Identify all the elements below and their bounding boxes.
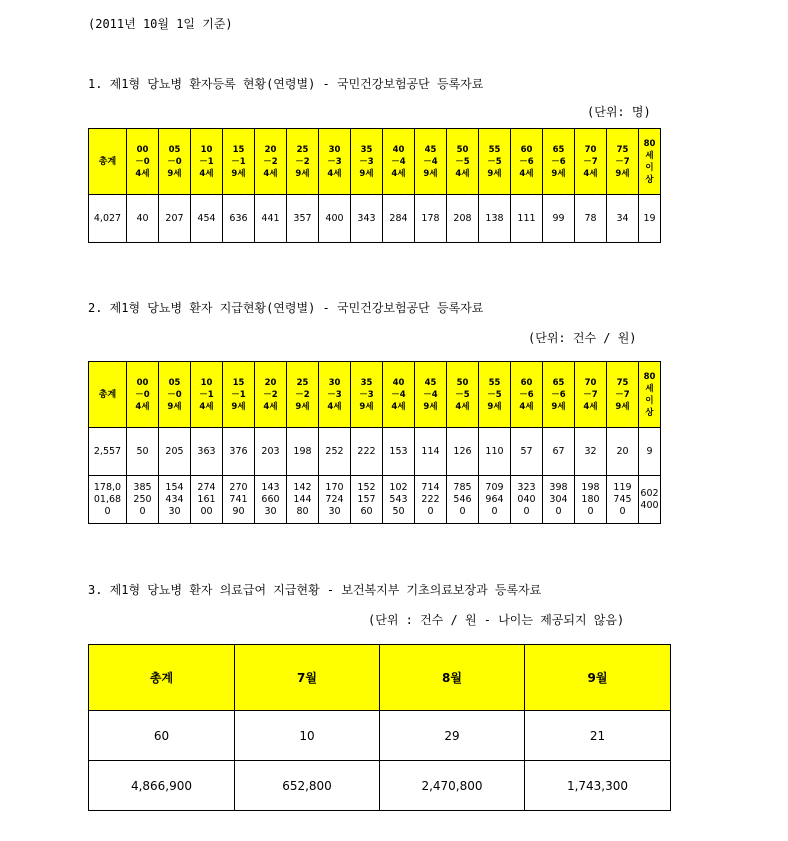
age-header-line: 60	[520, 377, 533, 388]
count-cell: 153	[383, 428, 415, 476]
age-header-line: －2	[295, 156, 310, 167]
count-cell: 50	[127, 428, 159, 476]
age-header-line: 9세	[615, 401, 630, 412]
age-header-line: －1	[199, 389, 214, 400]
amount-line: 60	[360, 505, 373, 517]
amount-line: 543	[389, 493, 408, 505]
age-header-line: 세	[645, 150, 654, 161]
amount-line: 546	[453, 493, 472, 505]
age-header-line: 40	[392, 377, 405, 388]
amount-line: 0	[427, 505, 434, 517]
table-header-row	[89, 645, 671, 711]
amount-line: 198	[581, 481, 600, 493]
age-header-line: 4세	[263, 168, 278, 179]
amount-cell: 652,800	[235, 761, 380, 811]
age-header-line: 9세	[551, 168, 566, 179]
age-header-line: －1	[231, 389, 246, 400]
amount-line: 741	[229, 493, 248, 505]
age-header	[319, 362, 351, 428]
count-cell: 222	[351, 428, 383, 476]
age-header	[223, 129, 255, 195]
age-header	[575, 362, 607, 428]
age-header-line: 9세	[487, 168, 502, 179]
age-header	[447, 362, 479, 428]
age-header-line: 40	[392, 144, 405, 155]
age-header-line: 05	[168, 377, 181, 388]
value-cell: 441	[255, 195, 287, 243]
age-header-line: 9세	[167, 168, 182, 179]
count-cell: 203	[255, 428, 287, 476]
amount-line: 0	[619, 505, 626, 517]
age-header-line: －0	[135, 156, 150, 167]
amount-cell	[479, 476, 511, 524]
amount-cell	[159, 476, 191, 524]
age-header-line: －3	[327, 156, 342, 167]
total-header: 총계	[89, 129, 127, 195]
age-header-line: －7	[583, 389, 598, 400]
age-header-line: －4	[423, 389, 438, 400]
age-header-line: 10	[200, 144, 213, 155]
age-header	[607, 129, 639, 195]
amount-line: 0	[459, 505, 466, 517]
value-cell: 357	[287, 195, 319, 243]
age-header-line: 4세	[327, 168, 342, 179]
age-header-line: 25	[296, 144, 309, 155]
age-header-line: －0	[135, 389, 150, 400]
amount-line: 222	[421, 493, 440, 505]
amount-cell	[89, 476, 127, 524]
amount-line: 0	[491, 505, 498, 517]
value-cell: 343	[351, 195, 383, 243]
age-header-line: 9세	[423, 401, 438, 412]
total-header: 총계	[89, 362, 127, 428]
value-cell: 4,027	[89, 195, 127, 243]
age-header-line: 세	[645, 383, 654, 394]
section1-unit: (단위: 명)	[587, 105, 651, 119]
age-header-line: 45	[424, 144, 437, 155]
age-header	[223, 362, 255, 428]
age-header	[287, 362, 319, 428]
age-header-line: －7	[583, 156, 598, 167]
age-header-line: －5	[455, 156, 470, 167]
age-header-line: 30	[328, 377, 341, 388]
count-cell: 32	[575, 428, 607, 476]
age-header-line: 55	[488, 144, 501, 155]
age-header-line: －2	[263, 156, 278, 167]
amount-line: 304	[549, 493, 568, 505]
count-cell: 376	[223, 428, 255, 476]
amount-line: 144	[293, 493, 312, 505]
age-header	[255, 129, 287, 195]
count-cell: 363	[191, 428, 223, 476]
amount-line: 964	[485, 493, 504, 505]
age-header	[383, 362, 415, 428]
age-header	[479, 129, 511, 195]
value-cell: 78	[575, 195, 607, 243]
age-header-line: 00	[136, 377, 149, 388]
amount-line: 30	[264, 505, 277, 517]
age-header-line: 4세	[199, 401, 214, 412]
age-header-line: －3	[359, 156, 374, 167]
age-header-line: 9세	[295, 168, 310, 179]
age-header-line: 35	[360, 377, 373, 388]
age-header-line: 15	[232, 377, 245, 388]
amount-cell	[575, 476, 607, 524]
amount-line: 161	[197, 493, 216, 505]
amount-line: 270	[229, 481, 248, 493]
amount-line: 00	[200, 505, 213, 517]
amount-cell	[223, 476, 255, 524]
table-row	[89, 476, 661, 524]
age-header	[511, 129, 543, 195]
age-header-line: －7	[615, 389, 630, 400]
age-header-line: －1	[231, 156, 246, 167]
age-header	[543, 362, 575, 428]
count-cell: 2,557	[89, 428, 127, 476]
amount-cell: 2,470,800	[380, 761, 525, 811]
table-header-row	[89, 129, 661, 195]
amount-line: 90	[232, 505, 245, 517]
amount-line: 01,68	[93, 493, 122, 505]
age-header-line: 35	[360, 144, 373, 155]
amount-line: 30	[328, 505, 341, 517]
amount-line: 400	[640, 499, 659, 511]
value-cell: 40	[127, 195, 159, 243]
age-header-line: 9세	[295, 401, 310, 412]
age-header-line: 25	[296, 377, 309, 388]
amount-cell	[351, 476, 383, 524]
age-header	[639, 129, 661, 195]
age-header-line: 이	[645, 395, 654, 406]
amount-line: 385	[133, 481, 152, 493]
count-cell: 126	[447, 428, 479, 476]
age-header-line: 9세	[551, 401, 566, 412]
amount-line: 714	[421, 481, 440, 493]
table-row	[89, 761, 671, 811]
amount-line: 180	[581, 493, 600, 505]
amount-line: 250	[133, 493, 152, 505]
amount-line: 142	[293, 481, 312, 493]
amount-cell	[543, 476, 575, 524]
value-cell: 284	[383, 195, 415, 243]
count-cell: 205	[159, 428, 191, 476]
age-header-line: 4세	[583, 401, 598, 412]
age-header-line: －6	[551, 156, 566, 167]
section3-unit: (단위 : 건수 / 원 - 나이는 제공되지 않음)	[368, 613, 625, 627]
age-header	[159, 362, 191, 428]
age-header-line: 4세	[519, 401, 534, 412]
amount-line: 0	[139, 505, 146, 517]
age-header-line: 9세	[231, 168, 246, 179]
age-header-line: －5	[455, 389, 470, 400]
age-header	[383, 129, 415, 195]
age-header-line: 4세	[583, 168, 598, 179]
amount-line: 50	[392, 505, 405, 517]
age-header-line: －1	[199, 156, 214, 167]
age-header-line: 70	[584, 377, 597, 388]
amount-line: 434	[165, 493, 184, 505]
value-cell: 138	[479, 195, 511, 243]
age-header-line: 9세	[167, 401, 182, 412]
amount-line: 274	[197, 481, 216, 493]
age-header-line: 45	[424, 377, 437, 388]
amount-line: 157	[357, 493, 376, 505]
header-cell: 총계	[89, 645, 235, 711]
amount-line: 102	[389, 481, 408, 493]
age-header-line: 60	[520, 144, 533, 155]
age-header-line: 05	[168, 144, 181, 155]
age-header-line: 9세	[487, 401, 502, 412]
age-header	[191, 129, 223, 195]
table-row	[89, 711, 671, 761]
age-header	[191, 362, 223, 428]
amount-cell	[191, 476, 223, 524]
amount-line: 660	[261, 493, 280, 505]
age-header-line: －0	[167, 156, 182, 167]
age-header	[351, 129, 383, 195]
amount-line: 0	[555, 505, 562, 517]
age-header-line: 4세	[391, 401, 406, 412]
amount-line: 040	[517, 493, 536, 505]
age-header-line: －3	[327, 389, 342, 400]
age-header-line: 9세	[359, 401, 374, 412]
value-cell: 178	[415, 195, 447, 243]
amount-cell	[255, 476, 287, 524]
header-cell: 9월	[525, 645, 671, 711]
table-row	[89, 195, 661, 243]
section3-title: 3. 제1형 당뇨병 환자 의료급여 지급현황 - 보건복지부 기초의료보장과 등록자료	[88, 583, 542, 597]
age-header-line: 4세	[455, 401, 470, 412]
age-header-line: 10	[200, 377, 213, 388]
count-cell: 198	[287, 428, 319, 476]
value-cell: 111	[511, 195, 543, 243]
age-header-line: 65	[552, 377, 565, 388]
age-header-line: 4세	[135, 401, 150, 412]
amount-line: 785	[453, 481, 472, 493]
count-cell: 60	[89, 711, 235, 761]
amount-line: 323	[517, 481, 536, 493]
value-cell: 454	[191, 195, 223, 243]
amount-cell	[639, 476, 661, 524]
amount-cell: 1,743,300	[525, 761, 671, 811]
age-header-line: 4세	[199, 168, 214, 179]
age-header-line: 75	[616, 377, 629, 388]
age-header	[319, 129, 351, 195]
amount-cell	[383, 476, 415, 524]
amount-line: 152	[357, 481, 376, 493]
amount-cell	[415, 476, 447, 524]
payment-table	[88, 361, 661, 524]
amount-cell	[127, 476, 159, 524]
age-header	[415, 129, 447, 195]
section2-title: 2. 제1형 당뇨병 환자 지급현황(연령별) - 국민건강보험공단 등록자료	[88, 301, 484, 315]
amount-line: 170	[325, 481, 344, 493]
count-cell: 20	[607, 428, 639, 476]
value-cell: 208	[447, 195, 479, 243]
count-cell: 57	[511, 428, 543, 476]
age-header-line: －4	[391, 156, 406, 167]
date-line: (2011년 10월 1일 기준)	[88, 17, 233, 31]
age-header-line: 75	[616, 144, 629, 155]
age-header	[127, 129, 159, 195]
amount-line: 119	[613, 481, 632, 493]
age-header	[159, 129, 191, 195]
age-header	[543, 129, 575, 195]
amount-line: 178,0	[93, 481, 122, 493]
value-cell: 34	[607, 195, 639, 243]
age-header-line: 50	[456, 144, 469, 155]
age-header-line: 9세	[615, 168, 630, 179]
medical-aid-table	[88, 644, 671, 811]
age-header-line: －7	[615, 156, 630, 167]
age-header-line: 15	[232, 144, 245, 155]
value-cell: 636	[223, 195, 255, 243]
age-header-line: 4세	[455, 168, 470, 179]
value-cell: 99	[543, 195, 575, 243]
amount-line: 745	[613, 493, 632, 505]
amount-cell	[447, 476, 479, 524]
count-cell: 110	[479, 428, 511, 476]
age-header-line: 80	[643, 371, 656, 382]
age-header-line: 9세	[231, 401, 246, 412]
amount-cell	[319, 476, 351, 524]
section1-title: 1. 제1형 당뇨병 환자등록 현황(연령별) - 국민건강보험공단 등록자료	[88, 77, 484, 91]
age-header	[639, 362, 661, 428]
value-cell: 400	[319, 195, 351, 243]
count-cell: 21	[525, 711, 671, 761]
table-header-row	[89, 362, 661, 428]
amount-cell	[511, 476, 543, 524]
amount-line: 0	[523, 505, 530, 517]
age-header-line: 20	[264, 144, 277, 155]
value-cell: 19	[639, 195, 661, 243]
age-header	[255, 362, 287, 428]
age-header-line: 70	[584, 144, 597, 155]
amount-line: 709	[485, 481, 504, 493]
age-header-line: －4	[423, 156, 438, 167]
count-cell: 29	[380, 711, 525, 761]
age-header	[511, 362, 543, 428]
age-header-line: －2	[263, 389, 278, 400]
count-cell: 114	[415, 428, 447, 476]
amount-line: 154	[165, 481, 184, 493]
age-header-line: 4세	[519, 168, 534, 179]
amount-line: 398	[549, 481, 568, 493]
count-cell: 10	[235, 711, 380, 761]
age-header	[479, 362, 511, 428]
age-header-line: 4세	[327, 401, 342, 412]
age-header-line: 55	[488, 377, 501, 388]
age-header	[575, 129, 607, 195]
amount-line: 80	[296, 505, 309, 517]
age-header	[447, 129, 479, 195]
age-header-line: 9세	[359, 168, 374, 179]
age-header-line: 20	[264, 377, 277, 388]
age-header	[415, 362, 447, 428]
registration-table	[88, 128, 661, 243]
amount-cell	[287, 476, 319, 524]
header-cell: 7월	[235, 645, 380, 711]
age-header-line: 65	[552, 144, 565, 155]
age-header	[287, 129, 319, 195]
age-header-line: 00	[136, 144, 149, 155]
age-header-line: 상	[645, 174, 654, 185]
age-header-line: 4세	[263, 401, 278, 412]
age-header-line: －6	[519, 156, 534, 167]
age-header-line: －4	[391, 389, 406, 400]
header-cell: 8월	[380, 645, 525, 711]
age-header-line: 9세	[423, 168, 438, 179]
age-header-line: －3	[359, 389, 374, 400]
age-header-line: 30	[328, 144, 341, 155]
section2-unit: (단위: 건수 / 원)	[528, 331, 637, 345]
age-header-line: 80	[643, 138, 656, 149]
age-header-line: －2	[295, 389, 310, 400]
count-cell: 252	[319, 428, 351, 476]
amount-line: 724	[325, 493, 344, 505]
age-header-line: －6	[519, 389, 534, 400]
age-header	[607, 362, 639, 428]
age-header-line: －5	[487, 156, 502, 167]
amount-cell	[607, 476, 639, 524]
amount-cell: 4,866,900	[89, 761, 235, 811]
amount-line: 30	[168, 505, 181, 517]
amount-line: 602	[640, 487, 659, 499]
count-cell: 9	[639, 428, 661, 476]
age-header	[351, 362, 383, 428]
age-header	[127, 362, 159, 428]
age-header-line: 4세	[135, 168, 150, 179]
amount-line: 0	[587, 505, 594, 517]
table-row	[89, 428, 661, 476]
age-header-line: －5	[487, 389, 502, 400]
age-header-line: 이	[645, 162, 654, 173]
age-header-line: 50	[456, 377, 469, 388]
age-header-line: 상	[645, 407, 654, 418]
age-header-line: 4세	[391, 168, 406, 179]
age-header-line: －6	[551, 389, 566, 400]
value-cell: 207	[159, 195, 191, 243]
amount-line: 0	[104, 505, 111, 517]
age-header-line: －0	[167, 389, 182, 400]
amount-line: 143	[261, 481, 280, 493]
count-cell: 67	[543, 428, 575, 476]
